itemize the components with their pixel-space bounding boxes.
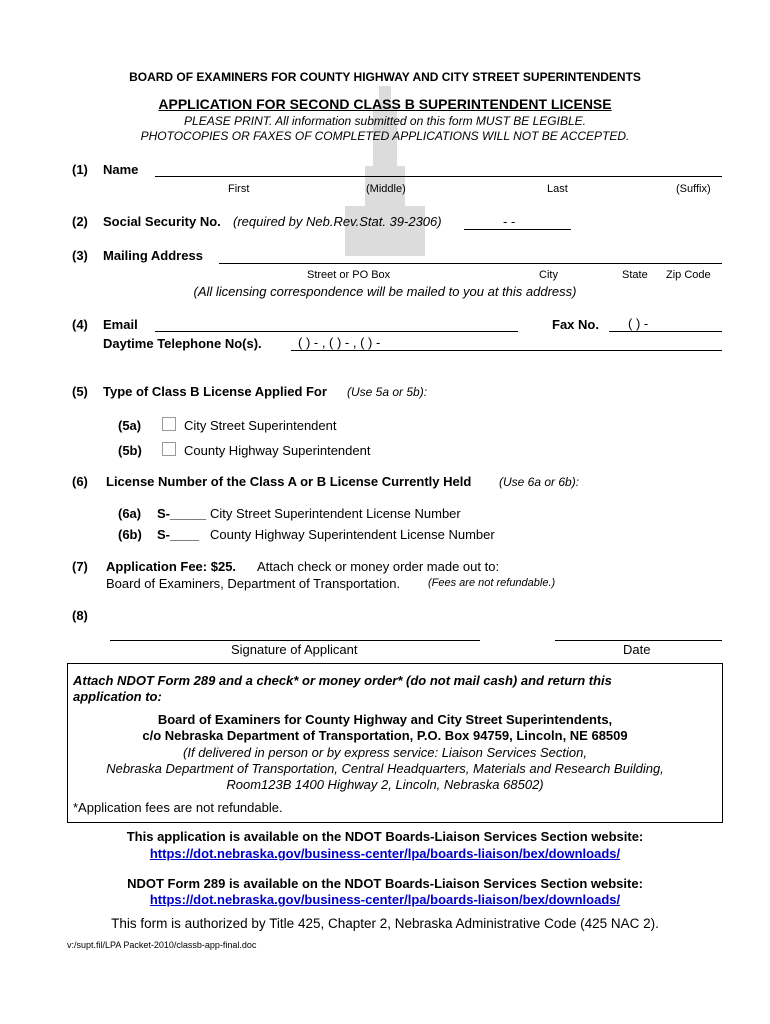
- county-license-number-label: County Highway Superintendent License Number: [210, 527, 495, 542]
- attach-instruction-1: Attach NDOT Form 289 and a check* or money order* (do not mail cash) and return this: [73, 673, 612, 688]
- file-path: v:/supt.fil/LPA Packet-2010/classb-app-final.doc: [67, 940, 257, 950]
- ssn-note: (required by Neb.Rev.Stat. 39-2306): [233, 214, 442, 229]
- name-first-caption: First: [228, 183, 250, 195]
- current-license-label: License Number of the Class A or B License Currently Held: [106, 474, 472, 489]
- ssn-label: Social Security No.: [103, 214, 221, 229]
- application-fee-label: Application Fee: $25.: [106, 559, 237, 574]
- mailing-address-field[interactable]: [219, 263, 722, 264]
- city-license-number-label: City Street Superintendent License Number: [210, 506, 461, 521]
- fax-label: Fax No.: [552, 317, 599, 332]
- current-license-note: (Use 6a or 6b):: [499, 475, 580, 489]
- name-field[interactable]: [155, 176, 722, 177]
- attach-instruction-2: application to:: [73, 689, 162, 704]
- city-caption: City: [539, 269, 558, 281]
- q6a-number: (6a): [118, 506, 142, 521]
- q5a-number: (5a): [118, 418, 142, 433]
- city-license-number-field[interactable]: S-_____: [157, 506, 207, 521]
- q5-number: (5): [72, 384, 88, 399]
- phone-field[interactable]: [291, 350, 722, 351]
- name-suffix-caption: (Suffix): [676, 183, 711, 195]
- fax-field[interactable]: [609, 331, 722, 332]
- form289-availability: NDOT Form 289 is available on the NDOT Boards-Liaison Services Section website:: [127, 876, 643, 891]
- email-field[interactable]: [155, 331, 518, 332]
- name-last-caption: Last: [547, 183, 568, 195]
- signature-field[interactable]: [110, 640, 480, 641]
- signature-caption: Signature of Applicant: [231, 642, 358, 657]
- license-type-note: (Use 5a or 5b):: [347, 385, 428, 399]
- date-caption: Date: [623, 642, 651, 657]
- q5b-number: (5b): [118, 443, 142, 458]
- mailing-address-2: c/o Nebraska Department of Transportation, P.O. Box 94759, Lincoln, NE 68509: [142, 728, 628, 743]
- county-highway-checkbox[interactable]: [162, 442, 176, 456]
- q4-number: (4): [72, 317, 88, 332]
- application-download-link[interactable]: https://dot.nebraska.gov/business-center/lpa/boards-liaison/bex/downloads/: [149, 846, 621, 861]
- city-street-checkbox[interactable]: [162, 417, 176, 431]
- license-type-label: Type of Class B License Applied For: [103, 384, 327, 399]
- fax-format: ( ) -: [628, 316, 649, 331]
- address-note: (All licensing correspondence will be mailed to you at this address): [193, 284, 577, 299]
- date-field[interactable]: [555, 640, 722, 641]
- phone-format: ( ) - , ( ) - , ( ) -: [298, 335, 381, 350]
- q8-number: (8): [72, 608, 88, 623]
- name-middle-caption: (Middle): [366, 183, 406, 195]
- state-caption: State: [622, 269, 648, 281]
- city-street-label: City Street Superintendent: [184, 418, 337, 433]
- email-label: Email: [103, 317, 138, 332]
- mailing-address-label: Mailing Address: [103, 248, 203, 263]
- name-label: Name: [103, 162, 139, 177]
- zip-caption: Zip Code: [666, 269, 711, 281]
- q1-number: (1): [72, 162, 88, 177]
- county-highway-label: County Highway Superintendent: [184, 443, 371, 458]
- ssn-field[interactable]: [464, 229, 571, 230]
- phone-label: Daytime Telephone No(s).: [103, 336, 262, 351]
- instructions-2: PHOTOCOPIES OR FAXES OF COMPLETED APPLICATIONS WILL NOT BE ACCEPTED.: [140, 129, 630, 143]
- delivery-address-1: (If delivered in person or by express service: Liaison Services Section,: [183, 745, 587, 760]
- authority-statement: This form is authorized by Title 425, Chapter 2, Nebraska Administrative Code (425 NAC 2).: [111, 916, 659, 931]
- fees-not-refundable: *Application fees are not refundable.: [73, 800, 283, 815]
- street-caption: Street or PO Box: [307, 269, 391, 281]
- fee-instruction: Attach check or money order made out to:: [257, 559, 500, 574]
- application-availability: This application is available on the NDOT Boards-Liaison Services Section website:: [126, 829, 644, 844]
- form289-download-link[interactable]: https://dot.nebraska.gov/business-center/lpa/boards-liaison/bex/downloads/: [149, 892, 621, 907]
- instructions-1: PLEASE PRINT. All information submitted on this form MUST BE LEGIBLE.: [184, 114, 586, 128]
- delivery-address-2: Nebraska Department of Transportation, Central Headquarters, Materials and Research Building,: [106, 761, 664, 776]
- form-title: APPLICATION FOR SECOND CLASS B SUPERINTENDENT LICENSE: [158, 96, 612, 112]
- delivery-address-3: Room123B 1400 Highway 2, Lincoln, Nebraska 68502): [226, 777, 544, 792]
- q3-number: (3): [72, 248, 88, 263]
- mailing-address-1: Board of Examiners for County Highway and City Street Superintendents,: [157, 712, 613, 727]
- fee-note: (Fees are not refundable.): [428, 577, 556, 589]
- ssn-dashes: - -: [503, 214, 516, 229]
- board-heading: BOARD OF EXAMINERS FOR COUNTY HIGHWAY AND CITY STREET SUPERINTENDENTS: [129, 70, 641, 84]
- fee-payee: Board of Examiners, Department of Transportation.: [106, 576, 401, 591]
- q7-number: (7): [72, 559, 88, 574]
- q6-number: (6): [72, 474, 88, 489]
- county-license-number-field[interactable]: S-____: [157, 527, 199, 542]
- q2-number: (2): [72, 214, 88, 229]
- q6b-number: (6b): [118, 527, 142, 542]
